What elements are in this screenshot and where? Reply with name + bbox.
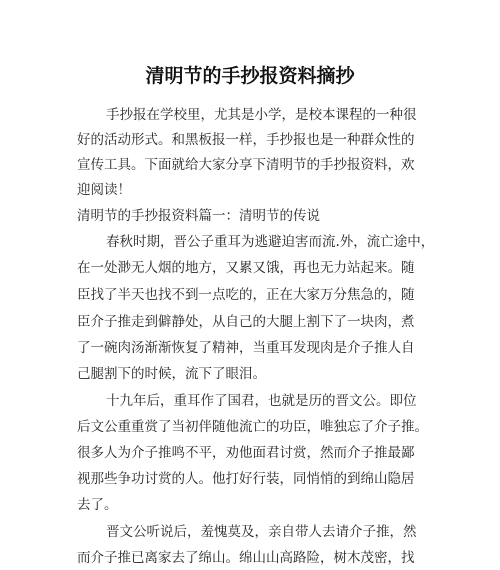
paragraph-line: 而介子推已离家去了绵山。绵山山高路险，树木茂密，找 [77, 550, 415, 566]
paragraph-line: 了一碗肉汤渐渐恢复了精神，当重耳发现肉是介子推人自 [77, 340, 415, 356]
paragraph-line: 臣找了半天也找不到一点吃的，正在大家万分焦急的，随 [77, 287, 415, 303]
paragraph-line: 手抄报在学校里，尤其是小学，是校本课程的一种很 [106, 107, 417, 123]
paragraph-line: 十九年后，重耳作了国君，也就是历的晋文公。即位 [106, 393, 417, 409]
paragraph-line: 在一处渺无人烟的地方，又累又饿，再也无力站起来。随 [77, 260, 415, 276]
paragraph-line: 后文公重重赏了当初伴随他流亡的功臣，唯独忘了介子推。 [77, 419, 428, 435]
paragraph-line: 迎阅读！ [77, 182, 131, 198]
paragraph-line: 臣介子推走到僻静处，从自己的大腿上割下了一块肉，煮 [77, 314, 415, 330]
paragraph-line: 很多人为介子推鸣不平，劝他面君讨赏，然而介子推最鄙 [77, 445, 415, 461]
paragraph-line: 好的活动形式。和黑板报一样，手抄报也是一种群众性的 [77, 132, 415, 148]
paragraph-line: 春秋时期，晋公子重耳为逃避迫害而流.外，流亡途中， [106, 234, 435, 250]
paragraph-line: 视那些争功讨赏的人。他打好行装，同悄悄的到绵山隐居 [77, 471, 415, 487]
section-heading: 清明节的手抄报资料篇一：清明节的传说 [77, 208, 320, 224]
paragraph-line: 己腿割下的时候，流下了眼泪。 [77, 366, 266, 382]
paragraph-line: 宣传工具。下面就给大家分享下清明节的手抄报资料，欢 [77, 157, 415, 173]
paragraph-line: 晋文公听说后，羞愧莫及，亲自带人去请介子推，然 [106, 524, 417, 540]
document-title: 清明节的手抄报资料摘抄 [145, 65, 355, 87]
paragraph-line: 去了。 [77, 497, 118, 513]
